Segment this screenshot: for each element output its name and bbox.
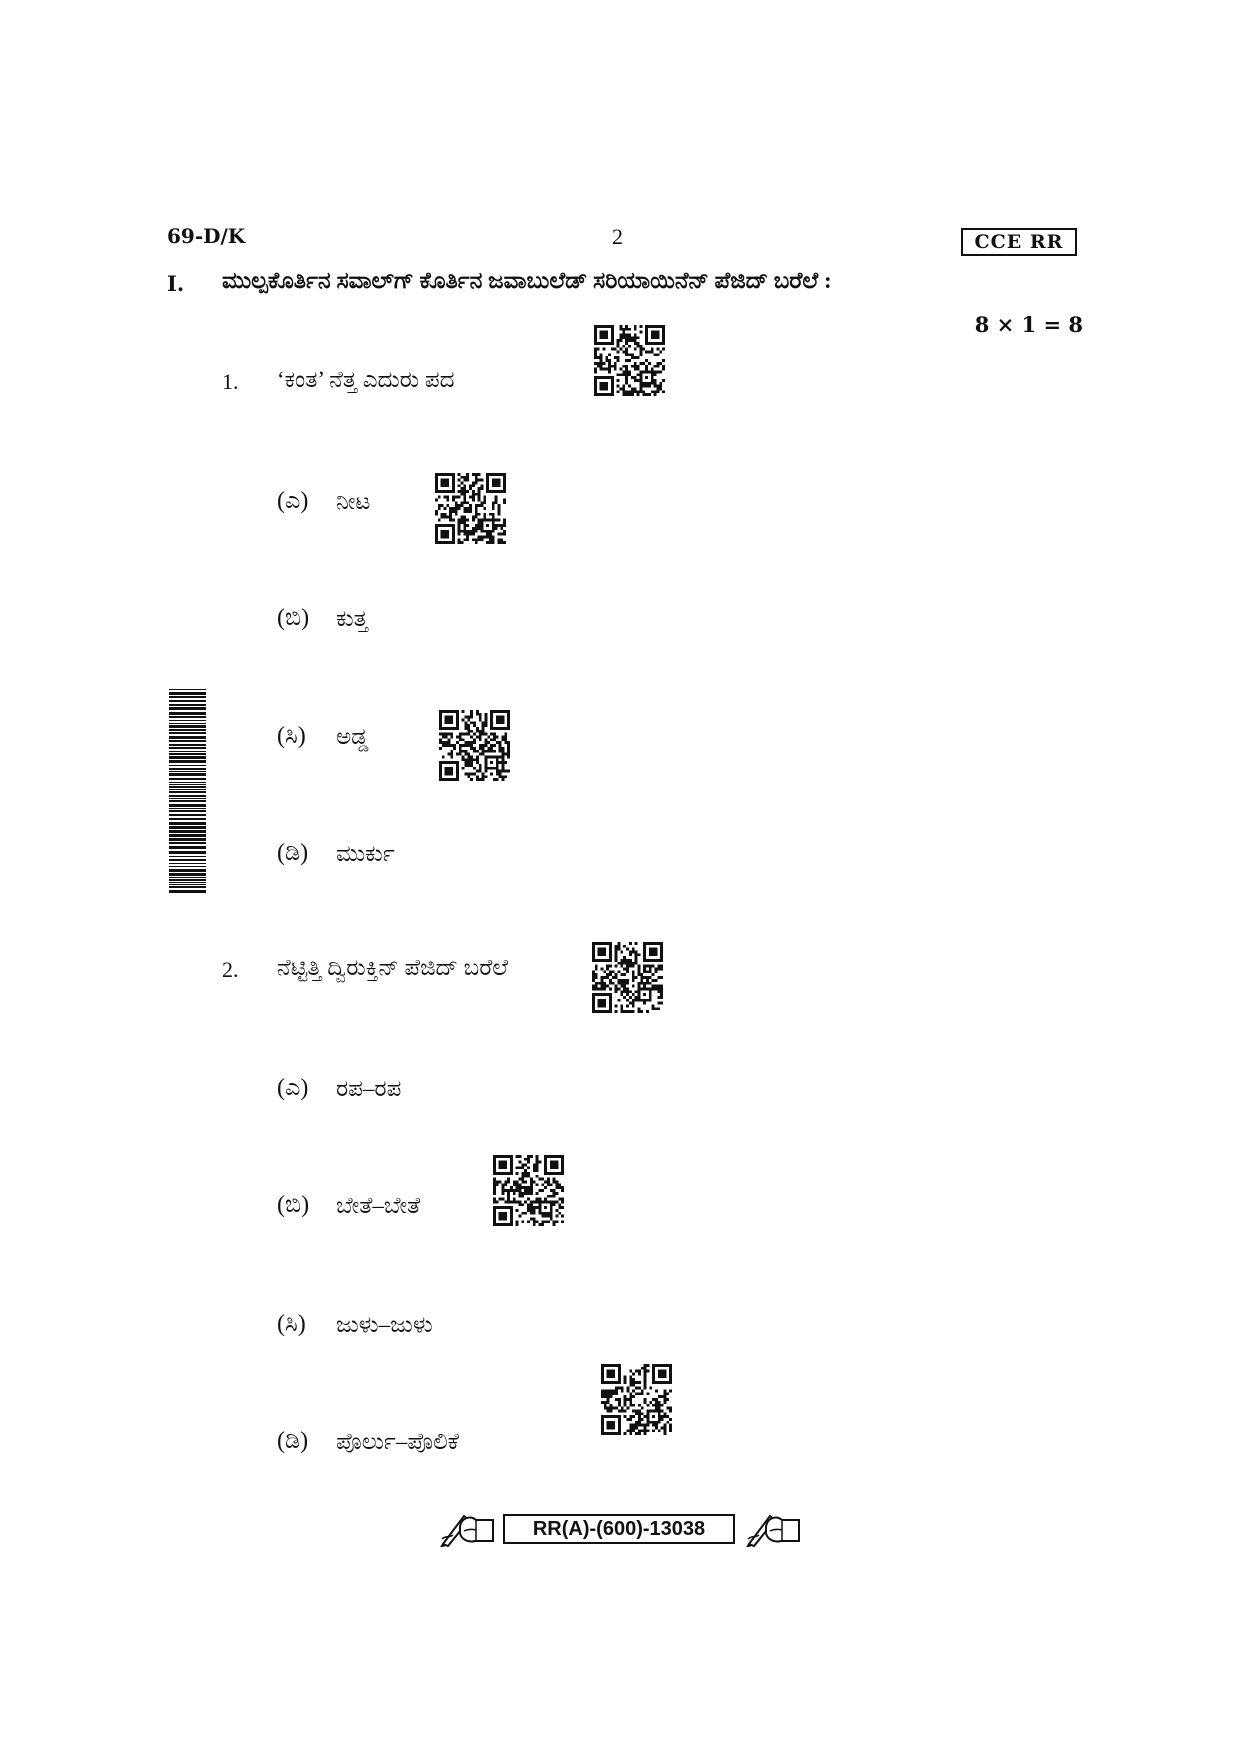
- q1-option-b-label: (ಬಿ): [277, 605, 310, 631]
- qr-code: [439, 710, 510, 781]
- q1-option-d-label: (ಡಿ): [277, 840, 309, 866]
- question-2-number: 2.: [222, 957, 239, 982]
- q2-option-d-label: (ಡಿ): [277, 1428, 309, 1454]
- footer-code: RR(A)-(600)-13038: [503, 1514, 735, 1544]
- q1-option-a-text: ನೀಟ: [336, 489, 371, 514]
- section-instruction: ಮುಲ್ಪಕೊರ್ತಿನ ಸವಾಲ್‌ಗ್ ಕೊರ್ತಿನ ಜವಾಬುಲೆಡ್ ಸರಿಯಾಯಿನೆನ್ ಪೆಜಿದ್ ಬರೆಲೆ :: [222, 268, 832, 293]
- q2-option-b-label: (ಬಿ): [277, 1192, 310, 1218]
- q2-option-b-text: ಬೇತೆ–ಬೇತೆ: [336, 1193, 421, 1218]
- section-number: I.: [167, 271, 185, 296]
- q1-option-d-text: ಮುರ್ಕು: [336, 841, 395, 866]
- question-1-number: 1.: [222, 369, 239, 394]
- q1-option-c-text: ಅಡ್ಡ: [336, 724, 369, 749]
- paper-code: 69-D/K: [167, 224, 246, 248]
- q2-option-c-text: ಜುಳು–ಜುಳು: [336, 1312, 433, 1337]
- q2-option-a-text: ರಪ–ರಪ: [336, 1076, 402, 1101]
- qr-code: [594, 325, 665, 396]
- section-marks: 8 × 1 = 8: [974, 312, 1083, 337]
- question-1-text: ‘ಕಂತ’ ನೆತ್ತ ಎದುರು ಪದ: [277, 367, 455, 392]
- page-number: 2: [612, 224, 623, 249]
- qr-code: [493, 1155, 564, 1226]
- q1-option-a-label: (ಎ): [277, 488, 309, 514]
- pen-hand-icon: [746, 1505, 802, 1547]
- question-2-text: ನೆಟ್ಟಿತ್ತಿ ದ್ವಿರುಕ್ತಿನ್ ಪೆಜಿದ್ ಬರೆಲೆ: [277, 955, 509, 980]
- qr-code: [435, 473, 506, 544]
- q2-option-a-label: (ಎ): [277, 1075, 309, 1101]
- barcode: [169, 689, 206, 894]
- q2-option-d-text: ಪೊರ್ಲು–ಪೊಲಿಕೆ: [336, 1429, 459, 1454]
- q1-option-b-text: ಕುತ್ತ: [336, 606, 368, 631]
- qr-code: [601, 1364, 672, 1435]
- scheme-badge: CCE RR: [961, 228, 1077, 256]
- pen-hand-icon: [440, 1505, 496, 1547]
- q1-option-c-label: (ಸಿ): [277, 723, 306, 749]
- qr-code: [592, 942, 663, 1013]
- q2-option-c-label: (ಸಿ): [277, 1311, 306, 1337]
